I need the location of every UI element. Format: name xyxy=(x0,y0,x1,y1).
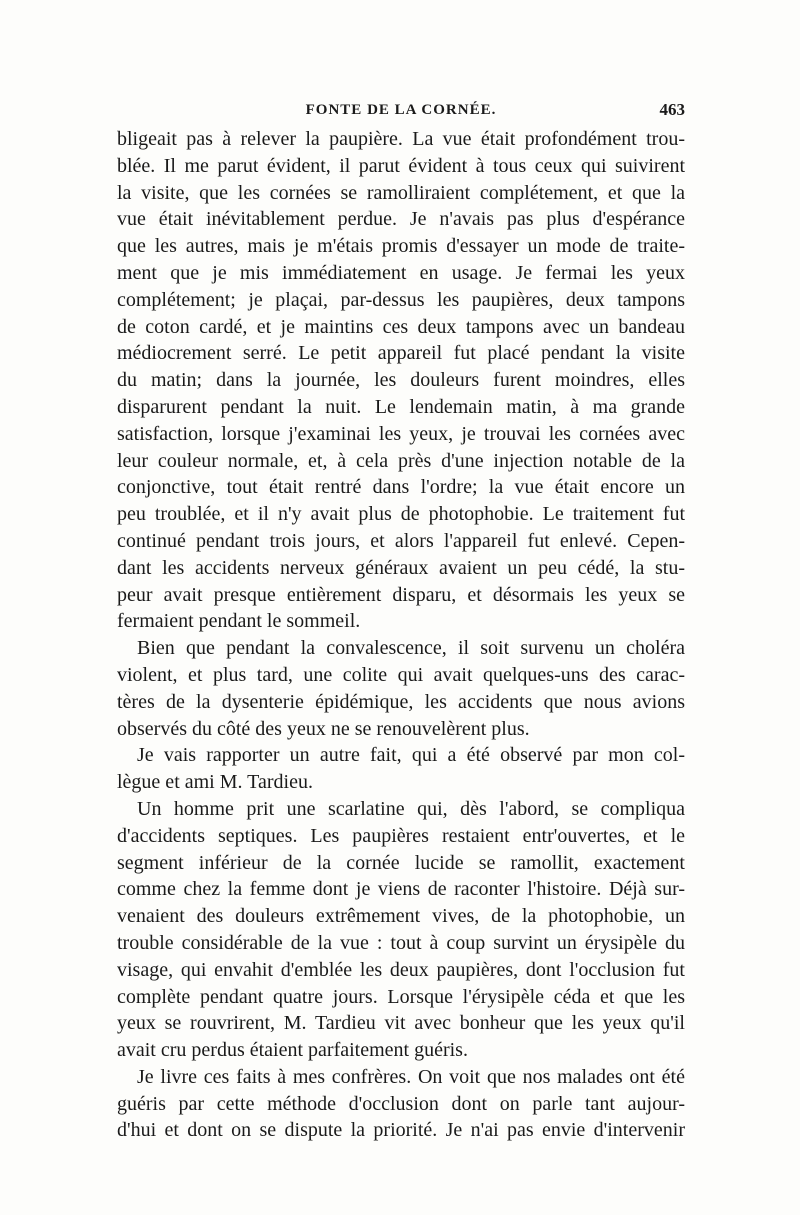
running-head xyxy=(117,98,685,122)
text-line: ment que je mis immédiatement en usage. Je fermai les yeux xyxy=(117,261,685,284)
text-line: que les autres, mais je m'étais promis d'essayer un mode de traite- xyxy=(117,235,685,258)
text-line: blée. Il me parut évident, il parut évident à tous ceux qui suivirent xyxy=(117,154,685,177)
text-line: continué pendant trois jours, et alors l'appareil fut enlevé. Cepen- xyxy=(117,529,685,552)
text-line: du matin; dans la journée, les douleurs furent moindres, elles xyxy=(117,369,685,392)
text-line: fermaient pendant le sommeil. xyxy=(117,610,361,633)
text-line: d'hui et dont on se dispute la priorité. Je n'ai pas envie d'intervenir xyxy=(117,1119,685,1142)
text-line: avait cru perdus étaient parfaitement guéris. xyxy=(117,1039,468,1062)
text-line: yeux se rouvrirent, M. Tardieu vit avec bonheur que les yeux qu'il xyxy=(117,1012,685,1035)
text-line: comme chez la femme dont je viens de raconter l'histoire. Déjà sur- xyxy=(117,878,685,901)
text-line: Je vais rapporter un autre fait, qui a été observé par mon col- xyxy=(137,744,685,767)
text-line: conjonctive, tout était rentré dans l'ordre; la vue était encore un xyxy=(117,476,685,499)
text-line: de coton cardé, et je maintins ces deux tampons avec un bandeau xyxy=(117,315,685,338)
text-line: d'accidents septiques. Les paupières restaient entr'ouvertes, et le xyxy=(117,824,685,847)
page-number: 463 xyxy=(659,100,685,119)
text-line: peur avait presque entièrement disparu, et désormais les yeux se xyxy=(117,583,685,606)
text-line: vue était inévitablement perdue. Je n'avais pas plus d'espérance xyxy=(117,208,685,231)
text-line: satisfaction, lorsque j'examinai les yeux, je trouvai les cornées avec xyxy=(117,422,685,445)
text-line: Un homme prit une scarlatine qui, dès l'abord, se compliqua xyxy=(137,797,685,820)
text-line: violent, et plus tard, une colite qui avait quelques-uns des carac- xyxy=(117,663,685,686)
text-line: bligeait pas à relever la paupière. La vue était profondément trou- xyxy=(117,128,685,150)
text-line: Je livre ces faits à mes confrères. On voit que nos malades ont été xyxy=(137,1065,685,1088)
text-line: médiocrement serré. Le petit appareil fut placé pendant la visite xyxy=(117,342,685,365)
text-line: complétement; je plaçai, par-dessus les paupières, deux tampons xyxy=(117,288,685,311)
text-line: segment inférieur de la cornée lucide se ramollit, exactement xyxy=(117,851,685,874)
text-line: tères de la dysenterie épidémique, les accidents que nous avions xyxy=(117,690,685,713)
running-title: FONTE DE LA CORNÉE. xyxy=(305,102,497,118)
body-text xyxy=(117,126,685,1144)
text-line: complète pendant quatre jours. Lorsque l'érysipèle céda et que les xyxy=(117,985,685,1008)
text-line: disparurent pendant la nuit. Le lendemain matin, à ma grande xyxy=(117,395,685,418)
text-line: guéris par cette méthode d'occlusion dont on parle tant aujour- xyxy=(117,1092,685,1115)
text-line: la visite, que les cornées se ramolliraient complétement, et que la xyxy=(117,181,685,204)
text-line: lègue et ami M. Tardieu. xyxy=(117,771,313,794)
text-line: trouble considérable de la vue : tout à coup survint un érysipèle du xyxy=(117,931,685,954)
text-line: observés du côté des yeux ne se renouvelèrent plus. xyxy=(117,717,530,740)
text-line: leur couleur normale, et, à cela près d'une injection notable de la xyxy=(117,449,685,472)
text-line: Bien que pendant la convalescence, il soit survenu un choléra xyxy=(137,637,685,660)
text-line: visage, qui envahit d'emblée les deux paupières, dont l'occlusion fut xyxy=(117,958,685,981)
text-line: dant les accidents nerveux généraux avaient un peu cédé, la stu- xyxy=(117,556,685,579)
text-line: venaient des douleurs extrêmement vives, de la photophobie, un xyxy=(117,905,685,928)
text-line: peu troublée, et il n'y avait plus de photophobie. Le traitement fut xyxy=(117,503,685,526)
